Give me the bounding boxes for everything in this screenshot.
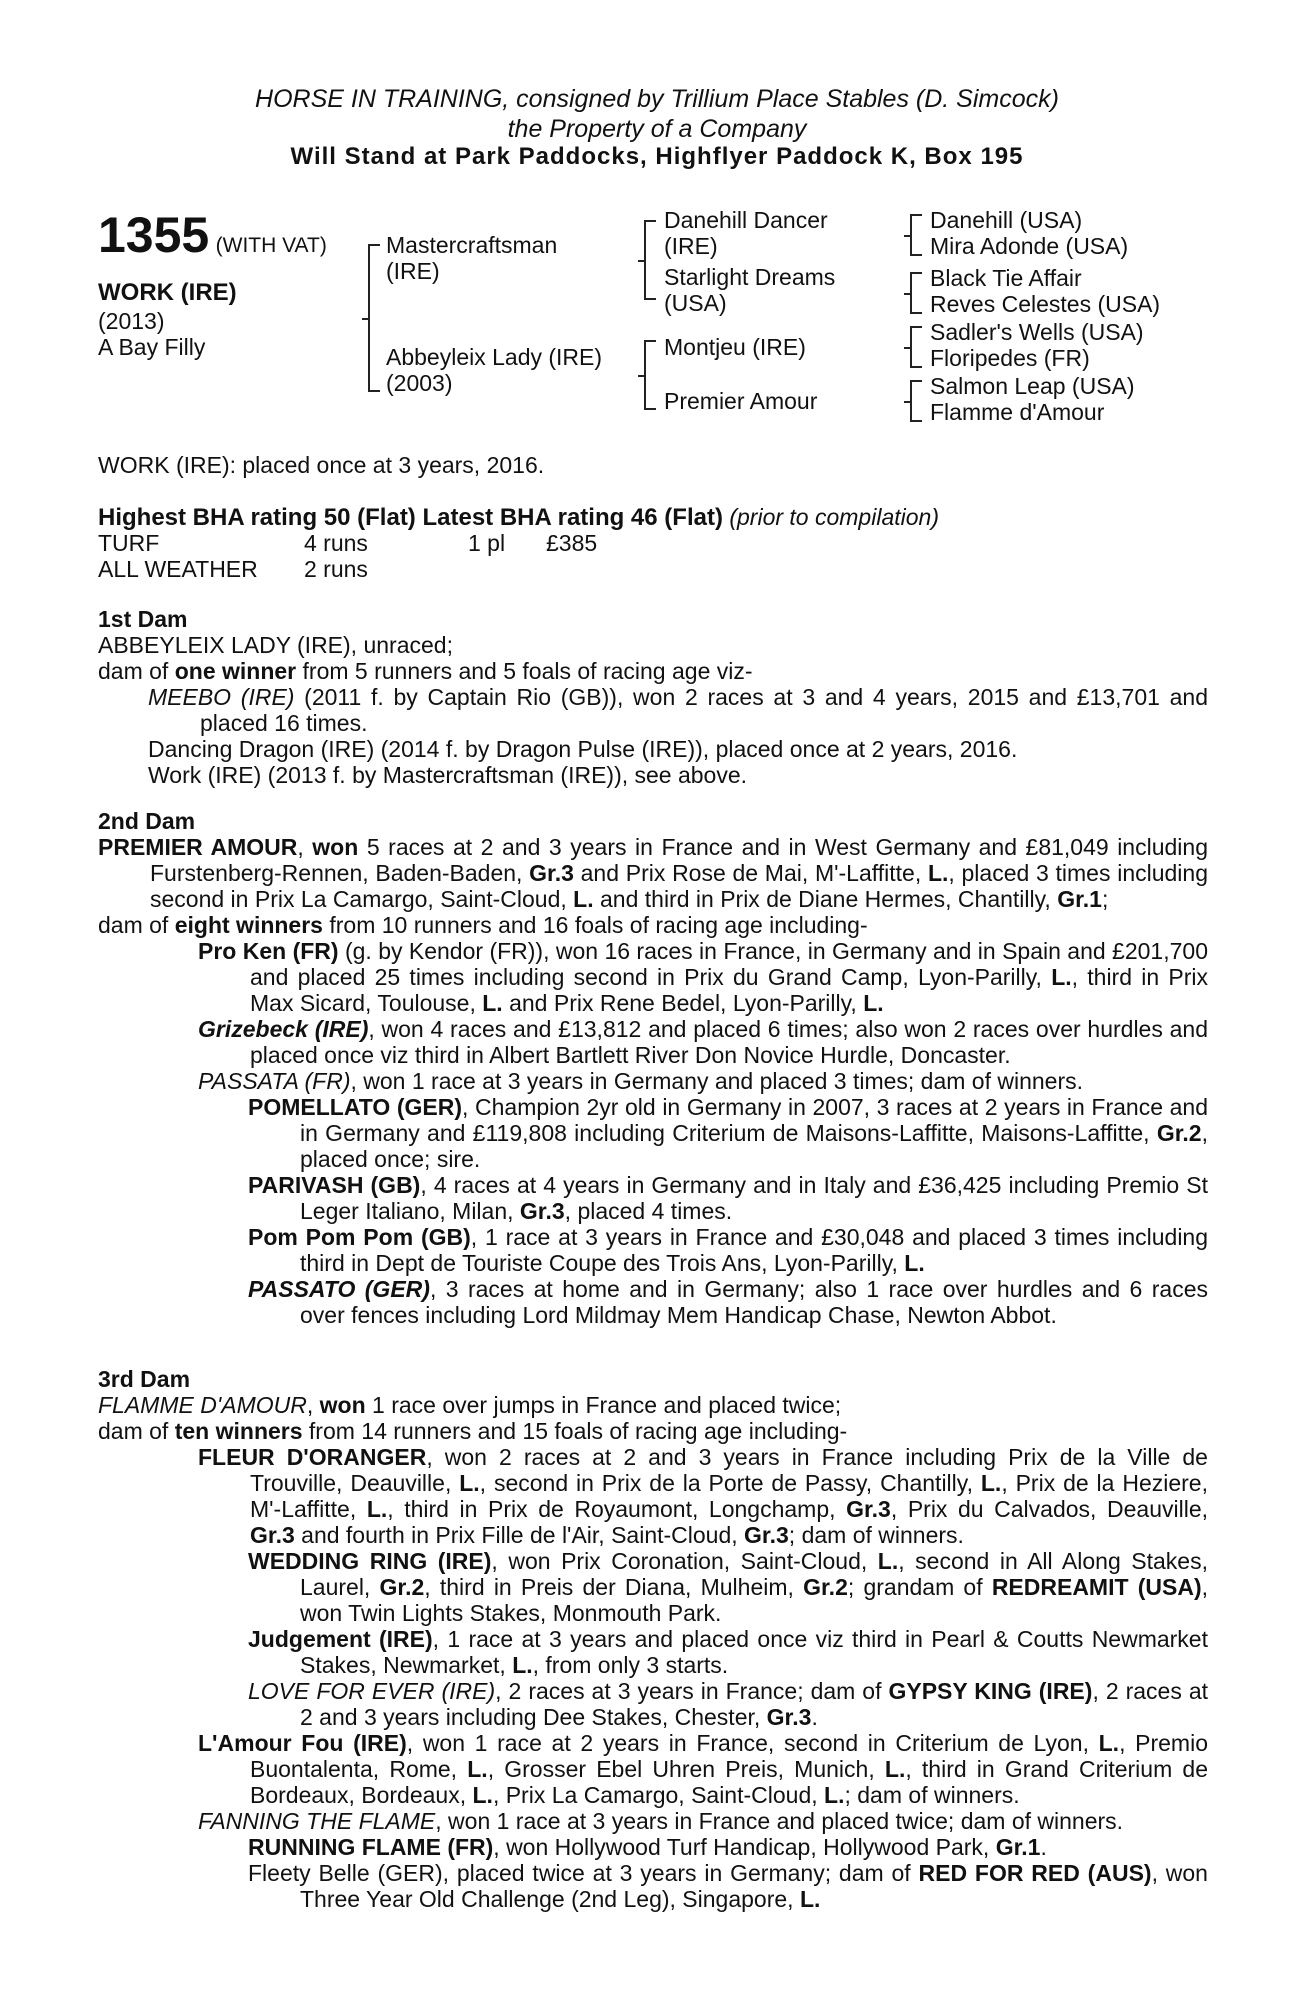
grade: L. — [459, 1470, 480, 1496]
text-run: , Premio Buontalenta, Rome, — [250, 1730, 1208, 1782]
surface-cell: ALL WEATHER — [98, 556, 258, 582]
produce-name: REDREAMIT (USA) — [991, 1574, 1202, 1600]
pedigree-brace-sire — [644, 220, 656, 300]
horse-name: WORK (IRE) — [98, 279, 237, 306]
grade: L. — [877, 1548, 899, 1574]
horse-description: A Bay Filly — [98, 334, 206, 360]
text-run: won — [312, 834, 359, 860]
pedigree-sd-dam: Reves Celestes (USA) — [930, 291, 1161, 317]
produce-entry — [98, 1678, 1208, 1730]
pedigree-ds-sire: Sadler's Wells (USA) — [930, 319, 1144, 345]
produce-name: PASSATO (GER) — [248, 1276, 430, 1302]
grade: Gr.3 — [744, 1522, 789, 1548]
winners-count: eight winners — [174, 912, 323, 938]
produce-entry: Work (IRE) (2013 f. by Mastercraftsman (IRE)), see above. — [148, 762, 748, 788]
lot-number-block — [98, 208, 327, 262]
consignor-line: HORSE IN TRAINING, consigned by Trillium Place Stables (D. Simcock) — [255, 85, 1059, 113]
performance-table — [98, 530, 597, 582]
dam-name: FLAMME D'AMOUR — [98, 1392, 307, 1418]
text-run: , 2 races at 2 and 3 years including Dee Stakes, Chester, — [300, 1678, 1209, 1730]
grade: Gr.1 — [995, 1834, 1041, 1860]
produce-summary — [98, 658, 1208, 684]
text-run: . — [1040, 1834, 1047, 1860]
produce-entry — [98, 1834, 1208, 1860]
produce-entry — [98, 1224, 1208, 1276]
text-run: , — [297, 834, 313, 860]
dam-line: ABBEYLEIX LADY (IRE), unraced; — [98, 632, 453, 658]
dam-record — [98, 1392, 1208, 1418]
grade: L. — [927, 860, 949, 886]
produce-summary — [98, 1418, 1208, 1444]
performance-row-turf — [98, 530, 597, 556]
text-run: from 14 runners and 15 foals of racing age including- — [302, 1418, 848, 1444]
horse-year: (2013) — [98, 308, 165, 334]
text-run: , third in Preis der Diana, Mulheim, — [424, 1574, 804, 1600]
pedigree-dam-dam: Premier Amour — [664, 388, 818, 414]
grade: L. — [1051, 964, 1072, 990]
grade: L. — [512, 1652, 533, 1678]
pedigree-dam-sire: Montjeu (IRE) — [664, 334, 806, 360]
produce-entry — [98, 1276, 1208, 1328]
text-run: ; grandam of — [847, 1574, 992, 1600]
grade: L. — [482, 990, 503, 1016]
text-run: , 2 races at 3 years in France; dam of — [495, 1678, 889, 1704]
text-run: and Prix Rose de Mai, M'-Laffitte, — [573, 860, 928, 886]
runs-cell: 2 runs — [304, 556, 368, 582]
produce-summary — [98, 912, 1208, 938]
produce-name: Pom Pom Pom (GB) — [248, 1224, 471, 1250]
winners-count: ten winners — [174, 1418, 303, 1444]
text-run: , Prix de la Heziere, M'-Laffitte, — [250, 1470, 1208, 1522]
text-run: (g. by Kendor (FR)), won 16 races in France, in Germany and in Spain and £201,700 and placed 25 times including second in Prix du Grand Camp, Lyon-Parilly, — [250, 938, 1208, 990]
produce-name: WEDDING RING (IRE) — [248, 1548, 492, 1574]
grade: L. — [1098, 1730, 1120, 1756]
pedigree-dd-dam: Flamme d'Amour — [930, 399, 1105, 425]
produce-entry: Dancing Dragon (IRE) (2014 f. by Dragon Pulse (IRE)), placed once at 2 years, 2016. — [148, 736, 1018, 762]
text-run: dam of — [98, 658, 175, 684]
text-run: , Champion 2yr old in Germany in 2007, 3 races at 2 years in France and in Germany and £119,808 including Criterium de Maisons-Laffitte, Maisons-Laffitte, — [300, 1094, 1208, 1146]
section-heading: 1st Dam — [98, 606, 188, 632]
text-run: , third in Prix Max Sicard, Toulouse, — [250, 964, 1208, 1016]
grade: L. — [573, 886, 594, 912]
produce-entry — [98, 938, 1208, 1016]
text-run: , from only 3 starts. — [532, 1652, 729, 1678]
produce-entry — [98, 1068, 1208, 1094]
text-run: , 1 race at 3 years in France and £30,048 and placed 3 times including third in Dept de Touriste Coupe des Trois Ans, Lyon-Parilly, — [300, 1224, 1209, 1276]
text-run: , won 1 race at 3 years in Germany and placed 3 times; dam of winners. — [350, 1068, 1084, 1094]
text-run: , placed 4 times. — [564, 1198, 733, 1224]
vat-label: (WITH VAT) — [215, 234, 327, 257]
text-run: ; dam of winners. — [788, 1522, 964, 1548]
grade: Gr.3 — [529, 860, 574, 886]
text-run: , placed once; sire. — [300, 1120, 1208, 1172]
grade: Gr.3 — [519, 1198, 565, 1224]
earnings-cell: £385 — [546, 530, 598, 556]
third-dam-section — [98, 1366, 1208, 1912]
text-run: , won Prix Coronation, Saint-Cloud, — [491, 1548, 878, 1574]
produce-name: FLEUR D'ORANGER — [198, 1444, 427, 1470]
text-run: , third in Grand Criterium de Bordeaux, Bordeaux, — [250, 1756, 1208, 1808]
produce-name: RUNNING FLAME (FR) — [248, 1834, 494, 1860]
places-cell: 1 pl — [468, 530, 506, 556]
pedigree-ss-dam: Mira Adonde (USA) — [930, 233, 1129, 259]
pedigree-dd-sire: Salmon Leap (USA) — [930, 373, 1135, 399]
text-run: , Prix La Camargo, Saint-Cloud, — [492, 1782, 825, 1808]
grade: L. — [884, 1756, 906, 1782]
lot-number: 1355 — [98, 207, 210, 263]
grade: L. — [824, 1782, 845, 1808]
produce-name: Grizebeck (IRE) — [198, 1016, 369, 1042]
text-run: , won 1 race at 3 years in France and placed twice; dam of winners. — [435, 1808, 1124, 1834]
text-run: dam of — [98, 912, 175, 938]
surface-cell: TURF — [98, 530, 160, 556]
dam-name: PREMIER AMOUR — [98, 834, 298, 860]
produce-entry — [98, 1548, 1208, 1626]
pedigree-brace-3d — [910, 380, 922, 422]
text-run: Fleety Belle (GER), placed twice at 3 years in Germany; dam of — [248, 1860, 919, 1886]
text-run: and fourth in Prix Fille de l'Air, Saint-Cloud, — [294, 1522, 745, 1548]
text-run: , third in Prix de Royaumont, Longchamp, — [387, 1496, 847, 1522]
dam-record — [98, 834, 1208, 912]
text-run: , 1 race at 3 years and placed once viz third in Pearl & Coutts Newmarket Stakes, Newmarket, — [300, 1626, 1208, 1678]
text-run: , Prix du Calvados, Deauville, — [890, 1496, 1208, 1522]
grade: Gr.2 — [803, 1574, 848, 1600]
text-run: 5 races at 2 and 3 years in France and in West Germany and £81,049 including Furstenberg-Rennen, Baden-Baden, — [150, 834, 1208, 886]
pedigree-dam: Abbeyleix Lady (IRE) (2003) — [386, 344, 603, 396]
text-run: dam of — [98, 1418, 175, 1444]
grade: Gr.3 — [846, 1496, 891, 1522]
section-heading: 2nd Dam — [98, 808, 196, 834]
text-run: . — [811, 1704, 818, 1730]
places-cell — [468, 556, 546, 582]
text-run: , Grosser Ebel Uhren Preis, Munich, — [487, 1756, 885, 1782]
text-run: and Prix Rene Bedel, Lyon-Parilly, — [502, 990, 864, 1016]
grade: L. — [472, 1782, 493, 1808]
text-run: , won 2 races at 2 and 3 years in France including Prix de la Ville de Trouville, Deauville, — [250, 1444, 1208, 1496]
produce-name: Judgement (IRE) — [248, 1626, 433, 1652]
grade: Gr.2 — [1156, 1120, 1202, 1146]
produce-entry — [98, 1094, 1208, 1172]
text-run: , won Three Year Old Challenge (2nd Leg), Singapore, — [300, 1860, 1208, 1912]
produce-name: LOVE FOR EVER (IRE) — [248, 1678, 496, 1704]
racing-summary: WORK (IRE): placed once at 3 years, 2016. — [98, 452, 545, 478]
grade: L. — [904, 1250, 925, 1276]
text-run: , — [306, 1392, 320, 1418]
produce-entry — [98, 1860, 1208, 1912]
text-run: and third in Prix de Diane Hermes, Chantilly, — [593, 886, 1058, 912]
produce-entry — [98, 1016, 1208, 1068]
text-run: , placed 3 times including second in Prix La Camargo, Saint-Cloud, — [150, 860, 1208, 912]
pedigree-brace-3c — [910, 326, 922, 368]
produce-entry — [98, 1172, 1208, 1224]
pedigree-brace-3b — [910, 272, 922, 314]
text-run: 1 race over jumps in France and placed twice; — [365, 1392, 842, 1418]
produce-entry — [98, 1808, 1208, 1834]
produce-name: GYPSY KING (IRE) — [888, 1678, 1093, 1704]
produce-name: Pro Ken (FR) — [198, 938, 339, 964]
location-line: Will Stand at Park Paddocks, Highflyer Paddock K, Box 195 — [290, 143, 1024, 170]
text-run: won — [319, 1392, 366, 1418]
pedigree-brace-3a — [910, 214, 922, 256]
produce-name: MEEBO (IRE) — [148, 684, 295, 710]
grade: L. — [366, 1496, 388, 1522]
grade: Gr.3 — [250, 1522, 295, 1548]
text-run: , 4 races at 4 years in Germany and in Italy and £36,425 including Premio St Leger Italiano, Milan, — [300, 1172, 1208, 1224]
text-run: from 5 runners and 5 foals of racing age viz- — [296, 658, 753, 684]
first-dam-section — [98, 606, 1208, 788]
grade: L. — [467, 1756, 488, 1782]
grade: L. — [799, 1886, 821, 1912]
pedigree-ss-sire: Danehill (USA) — [930, 207, 1083, 233]
performance-row-aw — [98, 556, 597, 582]
text-run: from 10 runners and 16 foals of racing age including- — [322, 912, 868, 938]
grade: L. — [863, 990, 884, 1016]
produce-name: POMELLATO (GER) — [248, 1094, 463, 1120]
text-run: ; — [1101, 886, 1109, 912]
text-run: (2011 f. by Captain Rio (GB)), won 2 races at 3 and 4 years, 2015 and £13,701 and placed 16 times. — [200, 684, 1208, 736]
earnings-cell — [546, 556, 597, 582]
text-run: , won 1 race at 2 years in France, second in Criterium de Lyon, — [406, 1730, 1099, 1756]
produce-entry — [98, 684, 1208, 736]
winners-count: one winner — [174, 658, 297, 684]
ratings-values: Highest BHA rating 50 (Flat) Latest BHA rating 46 (Flat) — [98, 504, 723, 531]
text-run: , won Twin Lights Stakes, Monmouth Park. — [300, 1574, 1208, 1626]
ratings-line — [98, 504, 939, 531]
grade: Gr.2 — [379, 1574, 425, 1600]
property-line: the Property of a Company — [507, 115, 807, 143]
section-heading: 3rd Dam — [98, 1366, 191, 1392]
text-run: , second in All Along Stakes, Laurel, — [300, 1548, 1208, 1600]
produce-name: PARIVASH (GB) — [248, 1172, 421, 1198]
grade: Gr.1 — [1057, 886, 1102, 912]
produce-name: L'Amour Fou (IRE) — [198, 1730, 407, 1756]
text-run: ; dam of winners. — [844, 1782, 1020, 1808]
text-run: , second in Prix de la Porte de Passy, Chantilly, — [479, 1470, 981, 1496]
pedigree-sire-dam: Starlight Dreams (USA) — [664, 264, 836, 316]
runs-cell: 4 runs — [304, 530, 368, 556]
produce-name: PASSATA (FR) — [198, 1068, 351, 1094]
pedigree-ds-dam: Floripedes (FR) — [930, 345, 1090, 371]
produce-name: FANNING THE FLAME — [198, 1808, 436, 1834]
second-dam-section — [98, 808, 1208, 1328]
produce-entry — [98, 1730, 1208, 1808]
grade: L. — [980, 1470, 1002, 1496]
produce-name: RED FOR RED (AUS) — [918, 1860, 1152, 1886]
ratings-note: (prior to compilation) — [729, 504, 939, 530]
catalogue-header — [0, 84, 1314, 170]
pedigree-sire-sire: Danehill Dancer (IRE) — [664, 207, 828, 259]
produce-entry — [98, 1626, 1208, 1678]
grade: Gr.3 — [766, 1704, 812, 1730]
text-run: , won 4 races and £13,812 and placed 6 times; also won 2 races over hurdles and placed once viz third in Albert Bartlett River Don Novice Hurdle, Doncaster. — [250, 1016, 1208, 1068]
pedigree-sd-sire: Black Tie Affair — [930, 265, 1082, 291]
pedigree-brace-main — [368, 244, 380, 392]
text-run: , won Hollywood Turf Handicap, Hollywood Park, — [493, 1834, 996, 1860]
text-run: , 3 races at home and in Germany; also 1 race over hurdles and 6 races over fences including Lord Mildmay Mem Handicap Chase, Newton Abbot. — [300, 1276, 1208, 1328]
pedigree-sire: Mastercraftsman (IRE) — [386, 232, 558, 284]
produce-entry — [98, 1444, 1208, 1548]
pedigree-brace-dam — [644, 340, 656, 410]
